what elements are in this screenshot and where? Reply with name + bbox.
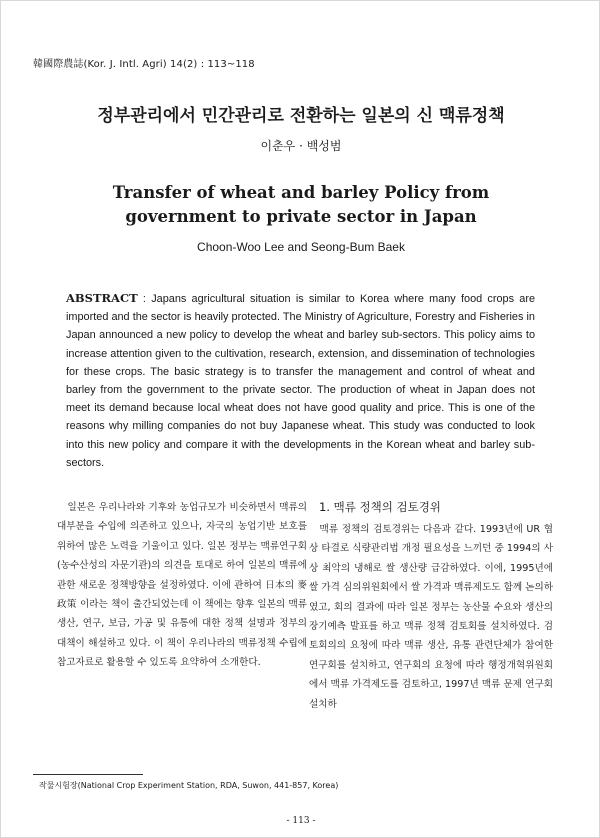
abstract-separator: : [137,293,152,305]
section-heading: 1. 맥류 정책의 검토경위 [319,500,441,514]
footnote-divider [33,774,143,775]
abstract-text: Japans agricultural situation is similar to Korea where many food crops are imported and the sector is heavily protected. The Ministry of Agriculture, Forestry and Fisheries in Japan announced a new policy to develop the wheat and barley sub-sectors. This policy aims to increase attention given to the cultivation, research, extension, and dissemination of technologies for these crops. The basic strategy is to transfer the management and control of wheat and barley from the government to the private sector. The production of wheat in Japan does not meet its demand because local wheat does not have good quality and price. This is one of the reasons why milling companies do not buy Japanese wheat. This study was conducted to look into this new policy and compare it with the developments in the Korean wheat and barley sub-sectors. [66,293,536,469]
journal-citation: 韓國際農誌(Kor. J. Intl. Agri) 14(2) : 113~118 [33,59,255,70]
footnote-affiliation: 작물시험장(National Crop Experiment Station, RDA, Suwon, 441-857, Korea) [39,781,339,790]
english-authors: Choon-Woo Lee and Seong-Bum Baek [197,240,405,254]
body-column-right [309,498,553,714]
korean-title: 정부관리에서 민간관리로 전환하는 일본의 신 맥류정책 [97,106,505,126]
section-paragraph: 맥류 정책의 검토경위는 다음과 같다. 1993년에 UR 협상 타결로 식량관리법 개정 필요성을 느끼던 중 1994의 사상 최악의 냉해로 쌀 생산량 급감하였다. 이에, 1995년에 쌀 가격 심의위원회에서 쌀 가격과 맥류제도도 함께 논의하였고, 회의 결과에 따라 일본 정부는 농산물 수요와 생산의 장기예측 발표를 하고 맥류 정책 검토회를 설치하였다. 검토회의의 요청에 따라 맥류 생산, 유통 관련단체가 참여한 연구회를 설치하고, 연구회의 요청에 따라 행정개혁위원회에서 맥류 가격제도를 검토하고, 1997년 맥류 문제 연구회 설치하 [309,524,553,710]
english-title: Transfer of wheat and barley Policy from government to private sector in Japan [112,183,490,226]
page-number: - 113 - [286,816,316,826]
abstract-label: ABSTRACT [66,291,138,305]
intro-paragraph: 일본은 우리나라와 기후와 농업규모가 비슷하면서 맥류의 대부분을 수입에 의존하고 있으나, 자국의 농업기반 보호를 위하여 많은 노력을 기울이고 있다. 일본 정부는 맥류연구회(농수산성의 자문기관)의 의견을 토대로 하여 일본의 맥류에 관한 새로운 정책방향을 설정하였다. 이에 관하여 日本의 麥政策 이라는 책이 출간되었는데 이 책에는 향후 일본의 맥류 생산, 연구, 보급, 가공 및 유통에 대한 정책 설명과 정부의 대책이 해설하고 있다. 이 책이 우리나라의 맥류정책 수립에 참고자료로 활용할 수 있도록 요약하여 소개한다. [57,502,307,669]
body-column-left [57,498,307,673]
korean-authors: 이춘우 · 백성범 [260,139,342,153]
abstract [66,289,535,472]
